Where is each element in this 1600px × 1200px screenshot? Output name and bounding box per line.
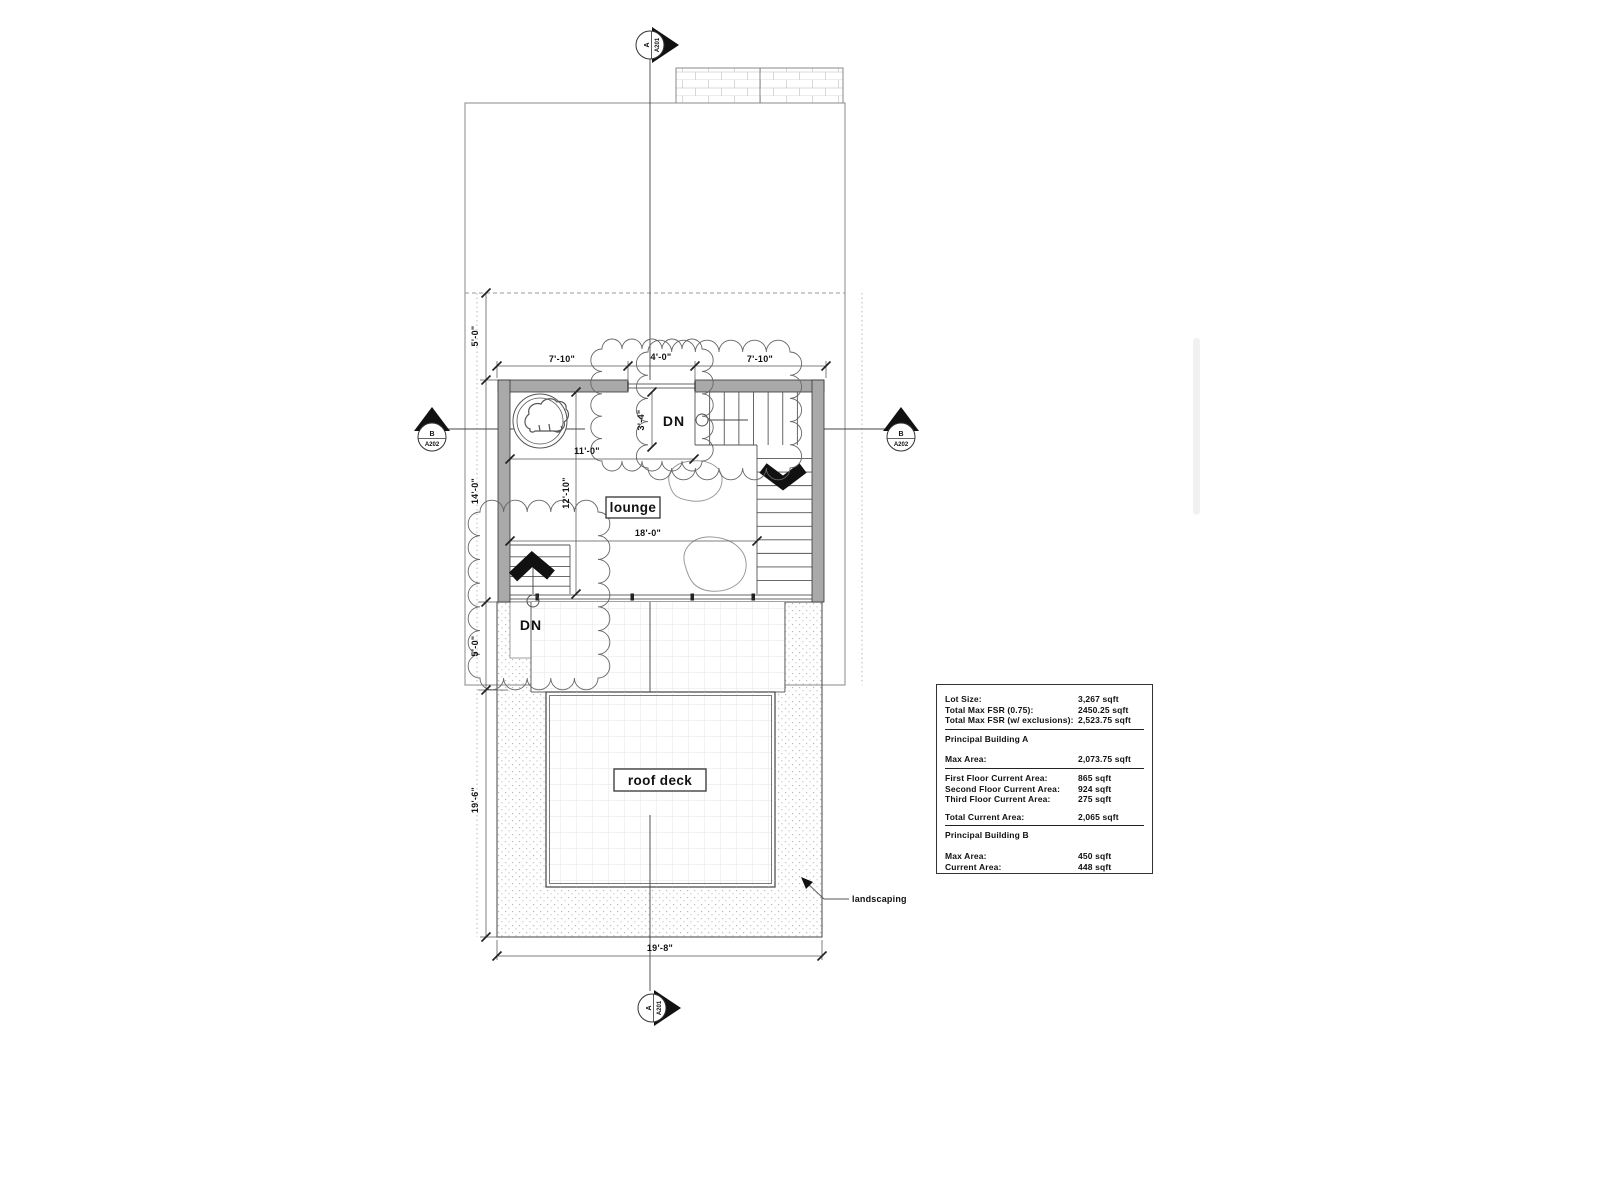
section-marker-b-right[interactable]	[883, 407, 919, 451]
section-marker-b-left[interactable]	[414, 407, 450, 451]
table-heading: Principal Building A	[945, 733, 1029, 744]
table-row	[945, 754, 1144, 765]
row-value: 2,523.75 sqft	[1078, 715, 1131, 726]
down-label-upper: DN	[662, 413, 686, 429]
row-value: 3,267 sqft	[1078, 694, 1119, 704]
dim-left-lower: 5'-0"	[470, 635, 480, 657]
svg-text:A202: A202	[893, 442, 909, 448]
table-row	[945, 851, 1144, 862]
table-divider	[945, 825, 1144, 826]
svg-text:roof deck: roof deck	[627, 773, 693, 788]
scrollbar[interactable]	[1193, 338, 1200, 515]
row-value: 448 sqft	[1078, 861, 1112, 872]
row-value: 275 sqft	[1078, 794, 1112, 805]
area-summary-table	[936, 684, 1153, 874]
brick-hatch-block	[676, 68, 843, 103]
table-row	[945, 794, 1144, 805]
table-heading: Principal Building B	[945, 830, 1029, 841]
table-row	[945, 705, 1144, 716]
row-value: 865 sqft	[1078, 772, 1112, 783]
dim-top-mid: 4'-0"	[650, 352, 672, 362]
window-wall-bottom	[510, 594, 812, 601]
row-label: Current Area:	[945, 861, 1002, 872]
svg-text:A: A	[646, 1005, 653, 1011]
section-marker-a-top[interactable]	[636, 27, 679, 63]
table-divider	[945, 768, 1144, 769]
row-label: Third Floor Current Area:	[945, 794, 1051, 805]
row-label: Total Max FSR (w/ exclusions):	[945, 715, 1074, 726]
wall-top-right	[695, 380, 824, 392]
dim-left-setback: 5'-0"	[470, 325, 480, 347]
row-value: 2,065 sqft	[1078, 811, 1119, 822]
row-value: 450 sqft	[1078, 850, 1112, 861]
mullion	[631, 594, 635, 601]
svg-text:A202: A202	[424, 442, 440, 448]
roof-deck-label	[614, 769, 706, 791]
table-row	[945, 773, 1144, 784]
dim-left-deck: 19'-6"	[470, 786, 480, 814]
dim-top-left: 7'-10"	[548, 354, 576, 364]
svg-text:A201: A201	[655, 37, 661, 53]
table-row	[945, 862, 1144, 873]
row-label: Total Current Area:	[945, 811, 1025, 822]
svg-text:B: B	[429, 431, 435, 438]
wall-top-left	[498, 380, 628, 392]
table-spacer	[945, 841, 1144, 851]
table-row	[945, 715, 1144, 726]
table-spacer	[945, 744, 1144, 754]
dim-inner-width2: 18'-0"	[634, 528, 662, 538]
stair-upper-run	[695, 392, 797, 445]
row-label: Total Max FSR (0.75):	[945, 704, 1034, 715]
mullion	[691, 594, 695, 601]
dim-left-plan: 14'-0"	[470, 477, 480, 505]
deck-upper-band	[531, 602, 785, 692]
dim-vestibule: 3'-4"	[636, 409, 646, 431]
dim-bottom: 19'-8"	[646, 943, 674, 953]
svg-text:A201: A201	[657, 1000, 663, 1016]
table-divider	[945, 729, 1144, 730]
window-top	[628, 381, 695, 391]
table-spacer	[945, 805, 1144, 812]
table-row	[945, 784, 1144, 795]
furniture-outline	[669, 461, 722, 502]
table-row	[945, 812, 1144, 823]
row-label: Max Area:	[945, 754, 987, 765]
furniture-outlines	[669, 461, 746, 592]
table-row	[945, 694, 1144, 705]
row-label: Lot Size:	[945, 694, 982, 704]
wall-left	[498, 380, 510, 602]
skylight-cat	[513, 394, 568, 448]
svg-text:B: B	[898, 431, 904, 438]
mullion	[752, 594, 756, 601]
stair-direction-arrow-up-icon	[513, 559, 551, 577]
wall-right	[812, 380, 824, 602]
dim-inner-height: 12'-10"	[561, 477, 571, 509]
row-value: 924 sqft	[1078, 783, 1112, 794]
row-label: Second Floor Current Area:	[945, 783, 1061, 794]
dim-top-right: 7'-10"	[746, 354, 774, 364]
section-marker-a-bottom[interactable]	[638, 990, 681, 1026]
dim-inner-width: 11'-0"	[574, 446, 600, 456]
furniture-outline	[684, 537, 746, 591]
down-label-lower: DN	[519, 617, 543, 633]
row-value: 2,073.75 sqft	[1078, 754, 1131, 765]
lounge-label	[606, 497, 660, 518]
row-label: Max Area:	[945, 850, 987, 861]
svg-text:A: A	[644, 42, 651, 48]
row-label: First Floor Current Area:	[945, 772, 1048, 783]
row-value: 2450.25 sqft	[1078, 704, 1129, 715]
svg-text:lounge: lounge	[609, 500, 657, 515]
landscaping-label: landscaping	[852, 894, 907, 904]
